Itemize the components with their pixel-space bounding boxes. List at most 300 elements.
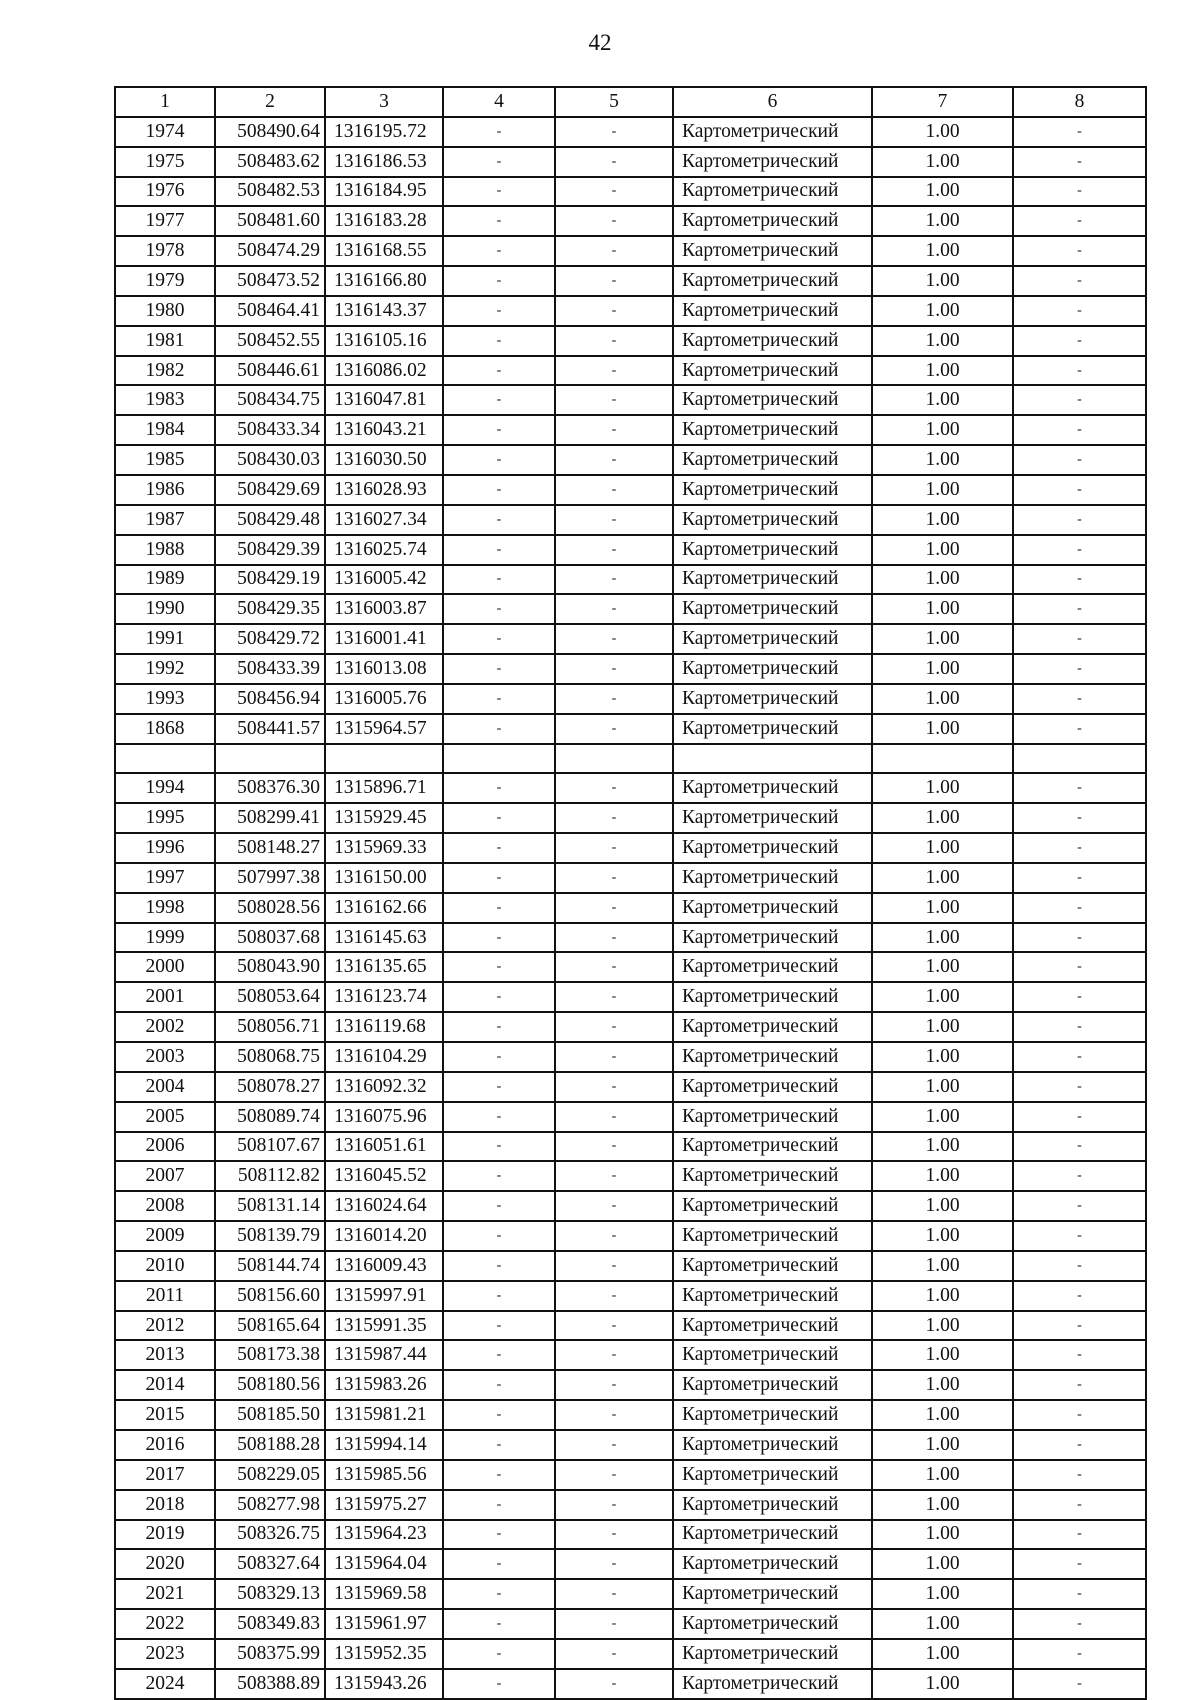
column-4-cell: - — [443, 1042, 555, 1072]
column-4-cell: - — [443, 1012, 555, 1042]
x-coordinate-cell: 508089.74 — [215, 1102, 325, 1132]
table-row — [115, 773, 1146, 803]
table-row — [115, 445, 1146, 475]
column-8-cell: - — [1013, 236, 1146, 266]
method-cell: Картометрический — [673, 684, 872, 714]
column-header: 5 — [555, 87, 673, 117]
point-number-cell: 2013 — [115, 1340, 215, 1370]
table-row — [115, 1281, 1146, 1311]
column-4-cell: - — [443, 296, 555, 326]
accuracy-cell: 1.00 — [872, 206, 1013, 236]
point-number-cell: 2011 — [115, 1281, 215, 1311]
column-8-cell: - — [1013, 923, 1146, 953]
point-number-cell: 2002 — [115, 1012, 215, 1042]
accuracy-cell: 1.00 — [872, 982, 1013, 1012]
column-8-cell: - — [1013, 1669, 1146, 1699]
accuracy-cell: 1.00 — [872, 236, 1013, 266]
column-8-cell: - — [1013, 117, 1146, 147]
method-cell: Картометрический — [673, 1042, 872, 1072]
point-number-cell: 2021 — [115, 1579, 215, 1609]
method-cell: Картометрический — [673, 1400, 872, 1430]
y-coordinate-cell: 1316075.96 — [325, 1102, 443, 1132]
y-coordinate-cell: 1316014.20 — [325, 1221, 443, 1251]
method-cell: Картометрический — [673, 117, 872, 147]
point-number-cell: 2019 — [115, 1520, 215, 1550]
column-4-cell: - — [443, 326, 555, 356]
column-4-cell: - — [443, 117, 555, 147]
x-coordinate-cell: 508131.14 — [215, 1191, 325, 1221]
accuracy-cell: 1.00 — [872, 1460, 1013, 1490]
method-cell: Картометрический — [673, 803, 872, 833]
column-5-cell: - — [555, 1132, 673, 1162]
point-number-cell — [115, 744, 215, 774]
column-8-cell: - — [1013, 1221, 1146, 1251]
column-5-cell: - — [555, 982, 673, 1012]
table-row — [115, 594, 1146, 624]
column-5-cell: - — [555, 505, 673, 535]
x-coordinate-cell: 508173.38 — [215, 1340, 325, 1370]
method-cell: Картометрический — [673, 714, 872, 744]
column-header: 4 — [443, 87, 555, 117]
y-coordinate-cell: 1315983.26 — [325, 1370, 443, 1400]
column-5-cell: - — [555, 624, 673, 654]
column-4-cell: - — [443, 1221, 555, 1251]
y-coordinate-cell: 1316024.64 — [325, 1191, 443, 1221]
x-coordinate-cell: 508430.03 — [215, 445, 325, 475]
column-4-cell — [443, 744, 555, 774]
table-row — [115, 684, 1146, 714]
column-5-cell: - — [555, 415, 673, 445]
column-4-cell: - — [443, 1520, 555, 1550]
method-cell: Картометрический — [673, 565, 872, 595]
column-4-cell: - — [443, 505, 555, 535]
column-4-cell: - — [443, 684, 555, 714]
method-cell: Картометрический — [673, 326, 872, 356]
point-number-cell: 2000 — [115, 952, 215, 982]
column-8-cell: - — [1013, 415, 1146, 445]
table-row — [115, 1430, 1146, 1460]
column-8-cell: - — [1013, 1012, 1146, 1042]
accuracy-cell: 1.00 — [872, 594, 1013, 624]
x-coordinate-cell: 508068.75 — [215, 1042, 325, 1072]
point-number-cell: 1991 — [115, 624, 215, 654]
x-coordinate-cell: 508433.39 — [215, 654, 325, 684]
accuracy-cell: 1.00 — [872, 1639, 1013, 1669]
y-coordinate-cell: 1316051.61 — [325, 1132, 443, 1162]
table-row — [115, 654, 1146, 684]
column-5-cell: - — [555, 952, 673, 982]
table-row — [115, 475, 1146, 505]
column-8-cell: - — [1013, 1579, 1146, 1609]
method-cell: Картометрический — [673, 1102, 872, 1132]
x-coordinate-cell: 508473.52 — [215, 266, 325, 296]
column-4-cell: - — [443, 594, 555, 624]
column-5-cell: - — [555, 1102, 673, 1132]
method-cell: Картометрический — [673, 1490, 872, 1520]
column-4-cell: - — [443, 863, 555, 893]
page-number: 42 — [588, 30, 612, 55]
column-5-cell: - — [555, 147, 673, 177]
y-coordinate-cell: 1316186.53 — [325, 147, 443, 177]
x-coordinate-cell: 508452.55 — [215, 326, 325, 356]
column-4-cell: - — [443, 236, 555, 266]
table-row — [115, 147, 1146, 177]
accuracy-cell: 1.00 — [872, 1161, 1013, 1191]
column-4-cell: - — [443, 803, 555, 833]
column-5-cell: - — [555, 1072, 673, 1102]
point-number-cell: 1981 — [115, 326, 215, 356]
table-row — [115, 385, 1146, 415]
column-5-cell: - — [555, 1549, 673, 1579]
accuracy-cell: 1.00 — [872, 1102, 1013, 1132]
column-4-cell: - — [443, 1400, 555, 1430]
table-row — [115, 1132, 1146, 1162]
method-cell: Картометрический — [673, 1281, 872, 1311]
table-row — [115, 1012, 1146, 1042]
point-number-cell: 2012 — [115, 1311, 215, 1341]
table-row — [115, 206, 1146, 236]
column-4-cell: - — [443, 475, 555, 505]
column-4-cell: - — [443, 654, 555, 684]
point-number-cell: 1978 — [115, 236, 215, 266]
table-row — [115, 1102, 1146, 1132]
y-coordinate-cell: 1316001.41 — [325, 624, 443, 654]
method-cell: Картометрический — [673, 1549, 872, 1579]
x-coordinate-cell: 508433.34 — [215, 415, 325, 445]
table-row — [115, 1609, 1146, 1639]
column-5-cell: - — [555, 1520, 673, 1550]
table-row — [115, 982, 1146, 1012]
column-5-cell: - — [555, 266, 673, 296]
column-header: 7 — [872, 87, 1013, 117]
column-5-cell: - — [555, 1400, 673, 1430]
method-cell: Картометрический — [673, 475, 872, 505]
method-cell: Картометрический — [673, 505, 872, 535]
accuracy-cell: 1.00 — [872, 923, 1013, 953]
table-row — [115, 356, 1146, 386]
column-5-cell: - — [555, 1460, 673, 1490]
x-coordinate-cell — [215, 744, 325, 774]
table-row — [115, 1072, 1146, 1102]
table-header-row — [115, 87, 1146, 117]
point-number-cell: 2017 — [115, 1460, 215, 1490]
accuracy-cell: 1.00 — [872, 1191, 1013, 1221]
column-5-cell: - — [555, 714, 673, 744]
x-coordinate-cell: 508482.53 — [215, 177, 325, 207]
point-number-cell: 1995 — [115, 803, 215, 833]
point-number-cell: 2008 — [115, 1191, 215, 1221]
y-coordinate-cell: 1315943.26 — [325, 1669, 443, 1699]
accuracy-cell: 1.00 — [872, 147, 1013, 177]
point-number-cell: 1986 — [115, 475, 215, 505]
y-coordinate-cell: 1315985.56 — [325, 1460, 443, 1490]
method-cell: Картометрический — [673, 893, 872, 923]
x-coordinate-cell: 508229.05 — [215, 1460, 325, 1490]
column-8-cell: - — [1013, 1102, 1146, 1132]
y-coordinate-cell: 1315997.91 — [325, 1281, 443, 1311]
method-cell: Картометрический — [673, 1370, 872, 1400]
accuracy-cell: 1.00 — [872, 1609, 1013, 1639]
method-cell — [673, 744, 872, 774]
y-coordinate-cell: 1316013.08 — [325, 654, 443, 684]
method-cell: Картометрический — [673, 1251, 872, 1281]
column-5-cell: - — [555, 893, 673, 923]
column-4-cell: - — [443, 177, 555, 207]
column-8-cell: - — [1013, 1490, 1146, 1520]
point-number-cell: 1992 — [115, 654, 215, 684]
table-row — [115, 833, 1146, 863]
accuracy-cell: 1.00 — [872, 803, 1013, 833]
accuracy-cell: 1.00 — [872, 1132, 1013, 1162]
column-8-cell: - — [1013, 356, 1146, 386]
accuracy-cell: 1.00 — [872, 714, 1013, 744]
table-row — [115, 1400, 1146, 1430]
method-cell: Картометрический — [673, 923, 872, 953]
column-8-cell: - — [1013, 624, 1146, 654]
y-coordinate-cell: 1316162.66 — [325, 893, 443, 923]
column-8-cell: - — [1013, 1609, 1146, 1639]
x-coordinate-cell: 508139.79 — [215, 1221, 325, 1251]
column-5-cell: - — [555, 654, 673, 684]
method-cell: Картометрический — [673, 1072, 872, 1102]
accuracy-cell: 1.00 — [872, 1311, 1013, 1341]
accuracy-cell: 1.00 — [872, 1549, 1013, 1579]
column-4-cell: - — [443, 1281, 555, 1311]
column-4-cell: - — [443, 1161, 555, 1191]
table-row — [115, 1191, 1146, 1221]
y-coordinate-cell: 1315991.35 — [325, 1311, 443, 1341]
x-coordinate-cell: 508474.29 — [215, 236, 325, 266]
method-cell: Картометрический — [673, 445, 872, 475]
column-4-cell: - — [443, 1191, 555, 1221]
column-8-cell: - — [1013, 296, 1146, 326]
column-4-cell: - — [443, 982, 555, 1012]
method-cell: Картометрический — [673, 1161, 872, 1191]
accuracy-cell: 1.00 — [872, 296, 1013, 326]
method-cell: Картометрический — [673, 1609, 872, 1639]
method-cell: Картометрический — [673, 1191, 872, 1221]
y-coordinate-cell: 1315987.44 — [325, 1340, 443, 1370]
point-number-cell: 2015 — [115, 1400, 215, 1430]
accuracy-cell: 1.00 — [872, 624, 1013, 654]
column-5-cell: - — [555, 1281, 673, 1311]
column-4-cell: - — [443, 714, 555, 744]
column-4-cell: - — [443, 445, 555, 475]
table-row — [115, 952, 1146, 982]
x-coordinate-cell: 508456.94 — [215, 684, 325, 714]
table-row — [115, 624, 1146, 654]
x-coordinate-cell: 508056.71 — [215, 1012, 325, 1042]
y-coordinate-cell: 1316092.32 — [325, 1072, 443, 1102]
accuracy-cell: 1.00 — [872, 565, 1013, 595]
column-4-cell: - — [443, 1132, 555, 1162]
column-5-cell: - — [555, 565, 673, 595]
y-coordinate-cell: 1316150.00 — [325, 863, 443, 893]
column-8-cell: - — [1013, 893, 1146, 923]
column-8-cell: - — [1013, 505, 1146, 535]
point-number-cell: 2016 — [115, 1430, 215, 1460]
column-5-cell: - — [555, 1042, 673, 1072]
table-row — [115, 1221, 1146, 1251]
column-4-cell: - — [443, 773, 555, 803]
column-4-cell: - — [443, 1490, 555, 1520]
column-4-cell: - — [443, 1340, 555, 1370]
column-8-cell — [1013, 744, 1146, 774]
table-row — [115, 803, 1146, 833]
column-8-cell: - — [1013, 654, 1146, 684]
column-header: 8 — [1013, 87, 1146, 117]
column-4-cell: - — [443, 1460, 555, 1490]
column-5-cell: - — [555, 1191, 673, 1221]
x-coordinate-cell: 508388.89 — [215, 1669, 325, 1699]
x-coordinate-cell: 508434.75 — [215, 385, 325, 415]
accuracy-cell: 1.00 — [872, 773, 1013, 803]
method-cell: Картометрический — [673, 266, 872, 296]
point-number-cell: 1988 — [115, 535, 215, 565]
column-5-cell: - — [555, 1311, 673, 1341]
x-coordinate-cell: 508180.56 — [215, 1370, 325, 1400]
accuracy-cell: 1.00 — [872, 1072, 1013, 1102]
column-8-cell: - — [1013, 147, 1146, 177]
accuracy-cell: 1.00 — [872, 1012, 1013, 1042]
point-number-cell: 2003 — [115, 1042, 215, 1072]
table-row — [115, 1639, 1146, 1669]
column-5-cell: - — [555, 1430, 673, 1460]
column-5-cell: - — [555, 1251, 673, 1281]
column-header: 2 — [215, 87, 325, 117]
y-coordinate-cell: 1316045.52 — [325, 1161, 443, 1191]
column-8-cell: - — [1013, 445, 1146, 475]
column-4-cell: - — [443, 565, 555, 595]
accuracy-cell: 1.00 — [872, 1579, 1013, 1609]
point-number-cell: 1982 — [115, 356, 215, 386]
table-row — [115, 1490, 1146, 1520]
accuracy-cell: 1.00 — [872, 952, 1013, 982]
y-coordinate-cell: 1315929.45 — [325, 803, 443, 833]
accuracy-cell: 1.00 — [872, 415, 1013, 445]
column-8-cell: - — [1013, 1430, 1146, 1460]
column-8-cell: - — [1013, 1281, 1146, 1311]
method-cell: Картометрический — [673, 773, 872, 803]
x-coordinate-cell: 508107.67 — [215, 1132, 325, 1162]
column-header: 3 — [325, 87, 443, 117]
column-4-cell: - — [443, 1549, 555, 1579]
y-coordinate-cell: 1315964.04 — [325, 1549, 443, 1579]
column-8-cell: - — [1013, 385, 1146, 415]
y-coordinate-cell: 1316184.95 — [325, 177, 443, 207]
point-number-cell: 1985 — [115, 445, 215, 475]
y-coordinate-cell: 1316135.65 — [325, 952, 443, 982]
x-coordinate-cell: 508053.64 — [215, 982, 325, 1012]
accuracy-cell: 1.00 — [872, 1520, 1013, 1550]
column-4-cell: - — [443, 624, 555, 654]
column-8-cell: - — [1013, 684, 1146, 714]
column-8-cell: - — [1013, 1161, 1146, 1191]
column-5-cell: - — [555, 1609, 673, 1639]
accuracy-cell: 1.00 — [872, 833, 1013, 863]
y-coordinate-cell: 1316104.29 — [325, 1042, 443, 1072]
column-8-cell: - — [1013, 1191, 1146, 1221]
y-coordinate-cell: 1315952.35 — [325, 1639, 443, 1669]
column-5-cell: - — [555, 863, 673, 893]
point-number-cell: 1998 — [115, 893, 215, 923]
accuracy-cell: 1.00 — [872, 385, 1013, 415]
y-coordinate-cell: 1316143.37 — [325, 296, 443, 326]
x-coordinate-cell: 508148.27 — [215, 833, 325, 863]
y-coordinate-cell: 1316043.21 — [325, 415, 443, 445]
x-coordinate-cell: 508464.41 — [215, 296, 325, 326]
point-number-cell: 1984 — [115, 415, 215, 445]
method-cell: Картометрический — [673, 833, 872, 863]
y-coordinate-cell — [325, 744, 443, 774]
column-5-cell: - — [555, 1579, 673, 1609]
y-coordinate-cell: 1315981.21 — [325, 1400, 443, 1430]
y-coordinate-cell: 1316047.81 — [325, 385, 443, 415]
point-number-cell: 1979 — [115, 266, 215, 296]
x-coordinate-cell: 508277.98 — [215, 1490, 325, 1520]
y-coordinate-cell: 1315969.33 — [325, 833, 443, 863]
column-4-cell: - — [443, 833, 555, 863]
method-cell: Картометрический — [673, 654, 872, 684]
column-8-cell: - — [1013, 1370, 1146, 1400]
y-coordinate-cell: 1316166.80 — [325, 266, 443, 296]
column-8-cell: - — [1013, 1520, 1146, 1550]
table-row — [115, 565, 1146, 595]
table-row — [115, 1340, 1146, 1370]
y-coordinate-cell: 1316086.02 — [325, 356, 443, 386]
method-cell: Картометрический — [673, 1311, 872, 1341]
column-8-cell: - — [1013, 863, 1146, 893]
column-4-cell: - — [443, 923, 555, 953]
accuracy-cell: 1.00 — [872, 1400, 1013, 1430]
column-5-cell: - — [555, 684, 673, 714]
point-number-cell: 1983 — [115, 385, 215, 415]
table-row — [115, 863, 1146, 893]
point-number-cell: 2004 — [115, 1072, 215, 1102]
column-5-cell: - — [555, 1639, 673, 1669]
column-4-cell: - — [443, 356, 555, 386]
accuracy-cell: 1.00 — [872, 1251, 1013, 1281]
method-cell: Картометрический — [673, 356, 872, 386]
x-coordinate-cell: 508185.50 — [215, 1400, 325, 1430]
method-cell: Картометрический — [673, 982, 872, 1012]
point-number-cell: 1977 — [115, 206, 215, 236]
table-row — [115, 1669, 1146, 1699]
column-4-cell: - — [443, 1102, 555, 1132]
x-coordinate-cell: 507997.38 — [215, 863, 325, 893]
column-4-cell: - — [443, 206, 555, 236]
column-header: 6 — [673, 87, 872, 117]
table-row — [115, 296, 1146, 326]
column-4-cell: - — [443, 1579, 555, 1609]
column-8-cell: - — [1013, 1460, 1146, 1490]
method-cell: Картометрический — [673, 1221, 872, 1251]
column-4-cell: - — [443, 266, 555, 296]
column-8-cell: - — [1013, 1311, 1146, 1341]
point-number-cell: 2010 — [115, 1251, 215, 1281]
method-cell: Картометрический — [673, 1340, 872, 1370]
column-8-cell: - — [1013, 565, 1146, 595]
method-cell: Картометрический — [673, 1579, 872, 1609]
y-coordinate-cell: 1315994.14 — [325, 1430, 443, 1460]
x-coordinate-cell: 508329.13 — [215, 1579, 325, 1609]
column-4-cell: - — [443, 1669, 555, 1699]
column-4-cell: - — [443, 1639, 555, 1669]
method-cell: Картометрический — [673, 1639, 872, 1669]
table-row — [115, 117, 1146, 147]
accuracy-cell: 1.00 — [872, 684, 1013, 714]
column-8-cell: - — [1013, 1072, 1146, 1102]
